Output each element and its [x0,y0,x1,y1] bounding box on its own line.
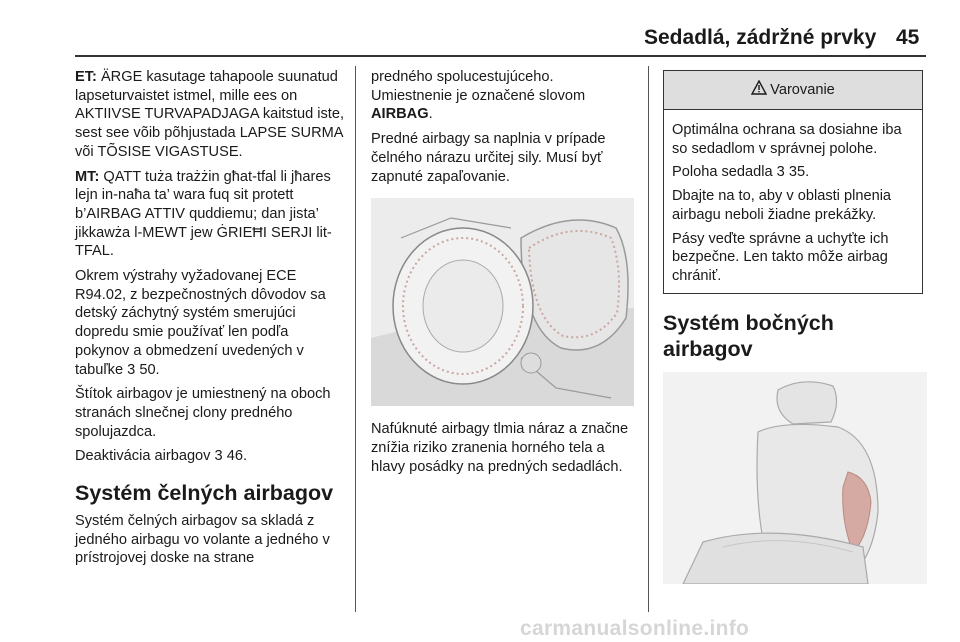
page-ref-icon: 3 [214,448,223,465]
watermark: carmanualsonline.info [520,617,750,640]
warning-body [664,110,922,293]
column-right [663,68,925,584]
warning-header [664,71,922,110]
text-mt: QATT tuża trażżin għat-tfal li jħares lejn in-naħa ta’ wara fuq sit protett b’AIRBAG ATTIV quddiemu; dan jista’ jikkawża l-MEWT jew ĠRIEĦI SERJI lit-TFAL. [75,168,332,260]
paragraph-mt [75,168,345,262]
column-divider [355,66,356,612]
text-et: ÄRGE kasutage tahapoole suunatud lapseturvaistet istmel, mille ees on AKTIIVSE TURVAPADJAGA kaitstud iste, sest see võib põhjustada LAPSE SURMA või TÕSISE VIGASTUSE. [75,69,344,160]
page-ref-link[interactable]: 46. [226,448,248,465]
page-header-title: Sedadlá, zádržné prvky [644,26,877,49]
airbag-illustration-graphic [371,198,634,406]
warning-triangle-icon [751,80,767,101]
warning-box [663,70,923,294]
text-period: . [428,106,433,123]
side-airbag-illustration [663,372,927,584]
front-airbag-illustration [371,198,634,406]
page-ref-link[interactable]: 50. [139,361,160,378]
paragraph-front-airbags: Systém čelných airbagov sa skladá z jedného airbagu vo volante a jedného v prístrojovej doske na strane [75,513,330,567]
page-ref-link[interactable]: 35. [788,164,810,181]
warning-text [672,163,914,182]
heading-side-airbags: Systém bočných airbagov [663,310,834,361]
text-deactivation: Deaktivácia airbagov [75,448,215,465]
paragraph-deactivation [75,447,345,466]
header-rule [75,55,926,57]
column-middle [371,68,634,482]
warning-text: Pásy veďte správne a uchyťte ich bezpečne. Len takto môže airbag chrániť. [672,230,889,284]
heading-front-airbags: Systém čelných airbagov [75,481,334,506]
paragraph-et [75,68,345,162]
label-et: ET: [75,69,97,85]
text-passenger: predného spolucestujúceho. Umiestnenie je označené slovom [371,69,586,104]
page-ref-icon: 3 [127,361,136,378]
column-left [75,68,345,574]
warning-title: Varovanie [770,81,835,98]
text-ece: Okrem výstrahy vyžadovanej ECE R94.02, z bezpečnostných dôvodov sa detský záchytný systém smerujúci dopredu smie používať len podľa pokynov a obmedzení uvedených v tabuľke [75,268,326,378]
text-seat-position: Poloha sedadla [672,164,777,181]
airbag-label: AIRBAG [371,106,429,123]
paragraph-inflation: Predné airbagy sa naplnia v prípade čelného nárazu určitej sily. Musí byť zapnuté zapaľovanie. [371,131,606,185]
paragraph-passenger [371,68,634,124]
paragraph-protection: Nafúknuté airbagy tlmia náraz a značne znížia riziko zranenia horného tela a hlavy posádky na predných sedadlách. [371,421,629,475]
paragraph-label-location: Štítok airbagov je umiestnený na oboch stranách slnečnej clony predného spolujazdca. [75,386,331,440]
seat-illustration-graphic [663,372,927,584]
label-mt: MT: [75,168,100,185]
column-divider [648,66,649,612]
page-number: 45 [896,26,920,49]
page-ref-icon: 3 [776,164,785,181]
warning-text: Optimálna ochrana sa dosiahne iba so sedadlom v správnej polohe. [672,122,902,157]
paragraph-ece [75,267,345,379]
warning-text: Dbajte na to, aby v oblasti plnenia airbagu neboli žiadne prekážky. [672,188,892,223]
